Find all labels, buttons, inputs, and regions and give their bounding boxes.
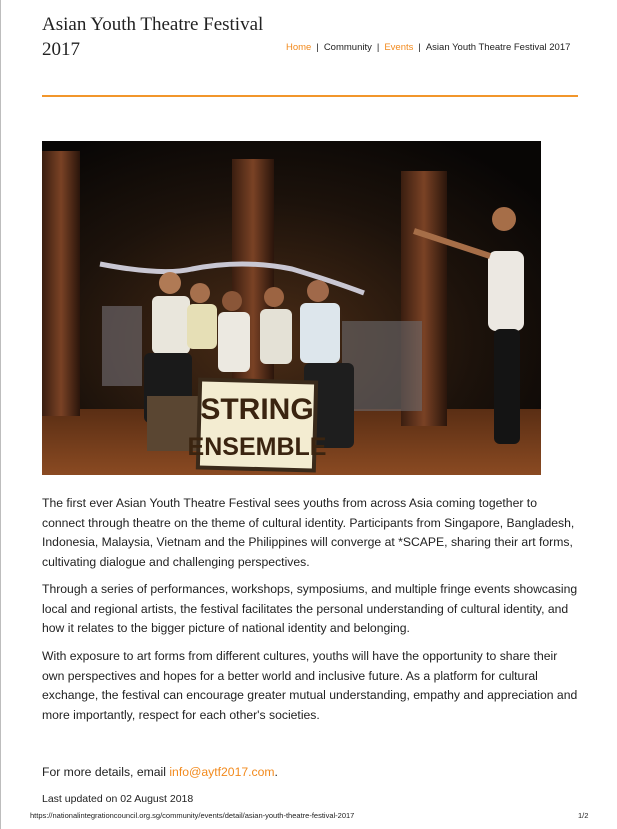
sign-line-1: STRING (200, 393, 314, 426)
contact-suffix: . (274, 765, 278, 779)
breadcrumb (286, 42, 570, 53)
contact-line (42, 763, 278, 782)
intro-paragraph: The first ever Asian Youth Theatre Festival sees youths from across Asia coming together to connect through theatre on the theme of cultural identity. Participants from Singapore, Bangladesh, Indonesia, Malaysia, Vietnam and the Philippines will converge at *SCAPE, sharing their art forms, cultivating dialogue and challenging perspectives. (42, 496, 575, 569)
contact-email-link[interactable]: info@aytf2017.com (169, 765, 275, 779)
breadcrumb-home[interactable]: Home (286, 42, 312, 53)
breadcrumb-separator: | (376, 42, 380, 53)
hero-photo (42, 141, 541, 475)
programme-paragraph: Through a series of performances, workshops, symposiums, and multiple fringe events showcasing local and regional artists, the festival facilitates the personal understanding of cultural identity, and how it relates to the bigger picture of national identity and belonging. (42, 582, 578, 635)
breadcrumb-community: Community (323, 42, 372, 53)
header-divider (42, 95, 578, 97)
breadcrumb-events[interactable]: Events (384, 42, 414, 53)
contact-prefix: For more details, email (42, 765, 170, 779)
sign-line-2: ENSEMBLE (187, 433, 327, 461)
breadcrumb-separator: | (418, 42, 421, 53)
page-left-border (0, 0, 1, 829)
string-ensemble-sign (188, 379, 327, 470)
breadcrumb-separator: | (316, 42, 319, 53)
breadcrumb-current: Asian Youth Theatre Festival 2017 (425, 42, 571, 53)
stage-scene-illustration (42, 141, 541, 475)
last-updated: Last updated on 02 August 2018 (42, 793, 194, 805)
print-footer-url: https://nationalintegrationcouncil.org.sg/community/events/detail/asian-youth-theatre-festival-2017 (30, 811, 355, 820)
exposure-paragraph: With exposure to art forms from different cultures, youths will have the opportunity to share their own perspectives and hopes for a better world and inclusive future. As a platform for cultural exchange, the festival can encourage greater mutual understanding, empathy and appreciation and more importantly, respect for each other's societies. (42, 649, 578, 722)
print-footer-page-number: 1/2 (578, 811, 589, 820)
page-title: Asian Youth Theatre Festival 2017 (42, 14, 264, 60)
